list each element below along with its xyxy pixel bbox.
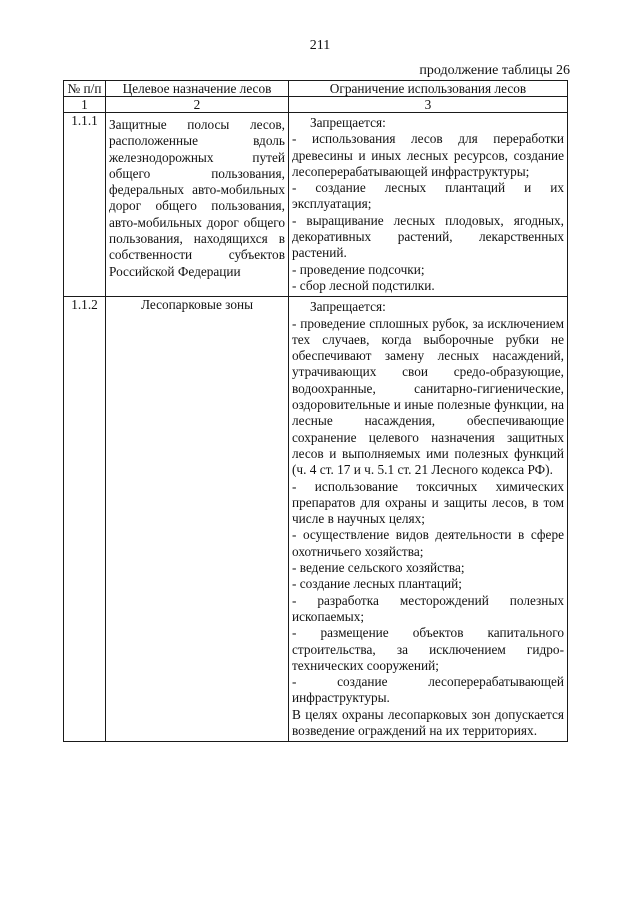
page-number: 211 — [309, 38, 331, 53]
restriction-item: - сбор лесной подстилки. — [292, 277, 435, 293]
row-restrictions — [289, 113, 568, 297]
restriction-item: - создание лесных плантаций и их эксплуатация; — [292, 180, 564, 212]
header-num: № п/п — [64, 81, 106, 97]
table-row — [64, 113, 568, 297]
restriction-item: - проведение подсочки; — [292, 261, 425, 277]
restriction-item: - использования лесов для переработки древесины и иных лесных ресурсов, создание лесоперерабатывающей инфраструктуры; — [292, 131, 564, 179]
restriction-item: - выращивание лесных плодовых, ягодных, декоративных растений, лекарственных растений. — [292, 212, 564, 261]
restriction-item: - разработка месторождений полезных ископаемых; — [292, 592, 564, 624]
table-continuation-label: продолжение таблицы 26 — [419, 63, 570, 78]
row-number: 1.1.2 — [64, 297, 106, 742]
restriction-heading: Запрещается: — [310, 299, 386, 315]
restrictions-table — [63, 80, 568, 742]
restriction-item: - проведение сплошных рубок, за исключением тех случаев, когда выборочные рубки не обеспечивают замену лесных насаждений, утрачивающих свои средо-образующие, водоохранные, санитарно-гигиенические, оздоровительные и иные полезные функции, на лесные насаждения, обеспечивающие сохранение целевого назначения защитных лесов и выполняемых ими полезных функций (ч. 4 ст. 17 и ч. 5.1 ст. 21 Лесного кодекса РФ). — [292, 315, 564, 478]
restriction-heading: Запрещается: — [310, 115, 386, 130]
row-purpose: Защитные полосы лесов, расположенные вдоль железнодорожных путей общего пользования, федеральных авто-мобильных дорог общего пользования, авто-мобильных дорог общего пользования, находящихся в собственности субъектов Российской Федерации — [106, 113, 289, 297]
row-restrictions — [289, 297, 568, 742]
row-purpose: Лесопарковые зоны — [106, 297, 289, 742]
column-number-2: 2 — [106, 97, 289, 113]
restriction-item: - ведение сельского хозяйства; — [292, 560, 465, 576]
header-purpose: Целевое назначение лесов — [106, 81, 289, 97]
header-restriction: Ограничение использования лесов — [289, 81, 568, 97]
restriction-item: - использование токсичных химических препаратов для охраны и защиты лесов, в том числе в научных целях; — [292, 478, 564, 527]
restriction-item: В целях охраны лесопарковых зон допускается возведение ограждений на их территориях. — [292, 706, 564, 738]
restriction-item: - осуществление видов деятельности в сфере охотничьего хозяйства; — [292, 527, 564, 559]
column-number-3: 3 — [289, 97, 568, 113]
row-number: 1.1.1 — [64, 113, 106, 297]
column-number-1: 1 — [64, 97, 106, 113]
restriction-item: - создание лесных плантаций; — [292, 576, 462, 592]
table-header-row — [64, 81, 568, 97]
table-row — [64, 297, 568, 742]
table-column-numbers-row — [64, 97, 568, 113]
restriction-item: - размещение объектов капитального строительства, за исключением гидро-технических сооружений; — [292, 625, 564, 673]
restriction-item: - создание лесоперерабатывающей инфраструктуры. — [292, 674, 564, 706]
